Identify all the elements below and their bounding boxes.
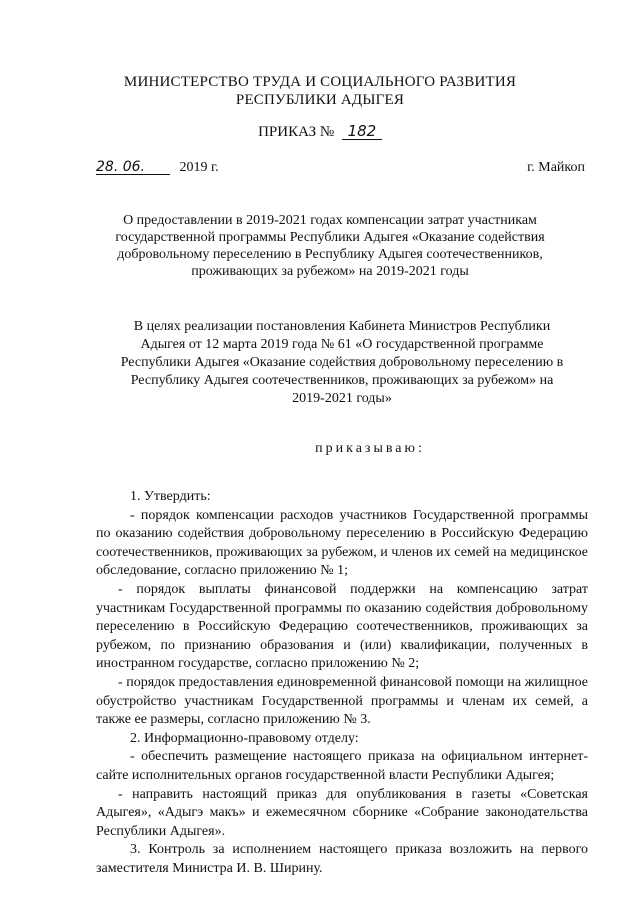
city: г. Майкоп <box>527 160 585 175</box>
preamble-line: Республики Адыгея «Оказание содействия добровольному переселению в <box>120 355 564 370</box>
preamble-line: Адыгея от 12 марта 2019 года № 61 «О государственной программе <box>140 337 544 352</box>
clause-2: 2. Информационно-правовому отделу: <box>130 730 359 746</box>
document-title: О предоставлении в 2019-2021 годах компенсации затрат участникам государственной программы Республики Адыгея «Оказание содействия добровольному переселению в Республику Адыгея соотечественников, проживающих за рубежом» на 2019-2021 годы <box>115 213 545 279</box>
ministry-name-line2: РЕСПУБЛИКИ АДЫГЕЯ <box>235 92 405 108</box>
handwritten-date: 28. 06. <box>96 160 170 175</box>
order-body <box>96 488 588 878</box>
ministry-name-line1: МИНИСТЕРСТВО ТРУДА И СОЦИАЛЬНОГО РАЗВИТИЯ <box>123 74 517 90</box>
clause-1a: - порядок компенсации расходов участников Государственной программы по оказанию содействия добровольному переселению в Российскую Федерацию соотечественников, проживающих за рубежом, и членов их семей на медицинское обследование, согласно приложению № 1; <box>96 507 588 579</box>
clause-2a: - обеспечить размещение настоящего приказа на официальном интернет-сайте исполнительных органов государственной власти Республики Адыгея; <box>96 749 588 783</box>
date-year: 2019 г. <box>179 160 219 175</box>
order-label: ПРИКАЗ № <box>258 124 335 140</box>
clause-2b: - направить настоящий приказ для опубликования в газеты «Советская Адыгея», «Адыгэ макъ» и ежемесячном сборнике «Собрание законодательства Республики Адыгея». <box>96 786 588 839</box>
order-heading <box>0 124 640 141</box>
clause-1c: - порядок предоставления единовременной финансовой помощи на жилищное обустройство участникам Государственной программы и членам их семей, а также ее размеры, согласно приложению № 3. <box>96 674 588 728</box>
clause-1b: - порядок выплаты финансовой поддержки на компенсацию затрат участникам Государственной программы по оказанию содействия добровольному переселению в Российскую Федерацию соотечественников, проживающих за рубежом, по признанию образования и (или) квалификации, полученных в иностранном государстве, согласно приложению № 2; <box>96 581 588 672</box>
clause-3: 3. Контроль за исполнением настоящего приказа возложить на первого заместителя Министра И. В. Ширину. <box>96 842 588 876</box>
preamble-line: Республику Адыгея соотечественников, проживающих за рубежом» на <box>130 373 554 388</box>
order-directive: приказываю: <box>315 441 425 456</box>
order-number: 182 <box>342 124 382 140</box>
order-date <box>96 160 219 176</box>
clause-1: 1. Утвердить: <box>130 489 211 504</box>
preamble-line: В целях реализации постановления Кабинета Министров Республики <box>133 319 551 334</box>
preamble <box>96 318 588 408</box>
preamble-line: 2019-2021 годы» <box>292 391 392 406</box>
